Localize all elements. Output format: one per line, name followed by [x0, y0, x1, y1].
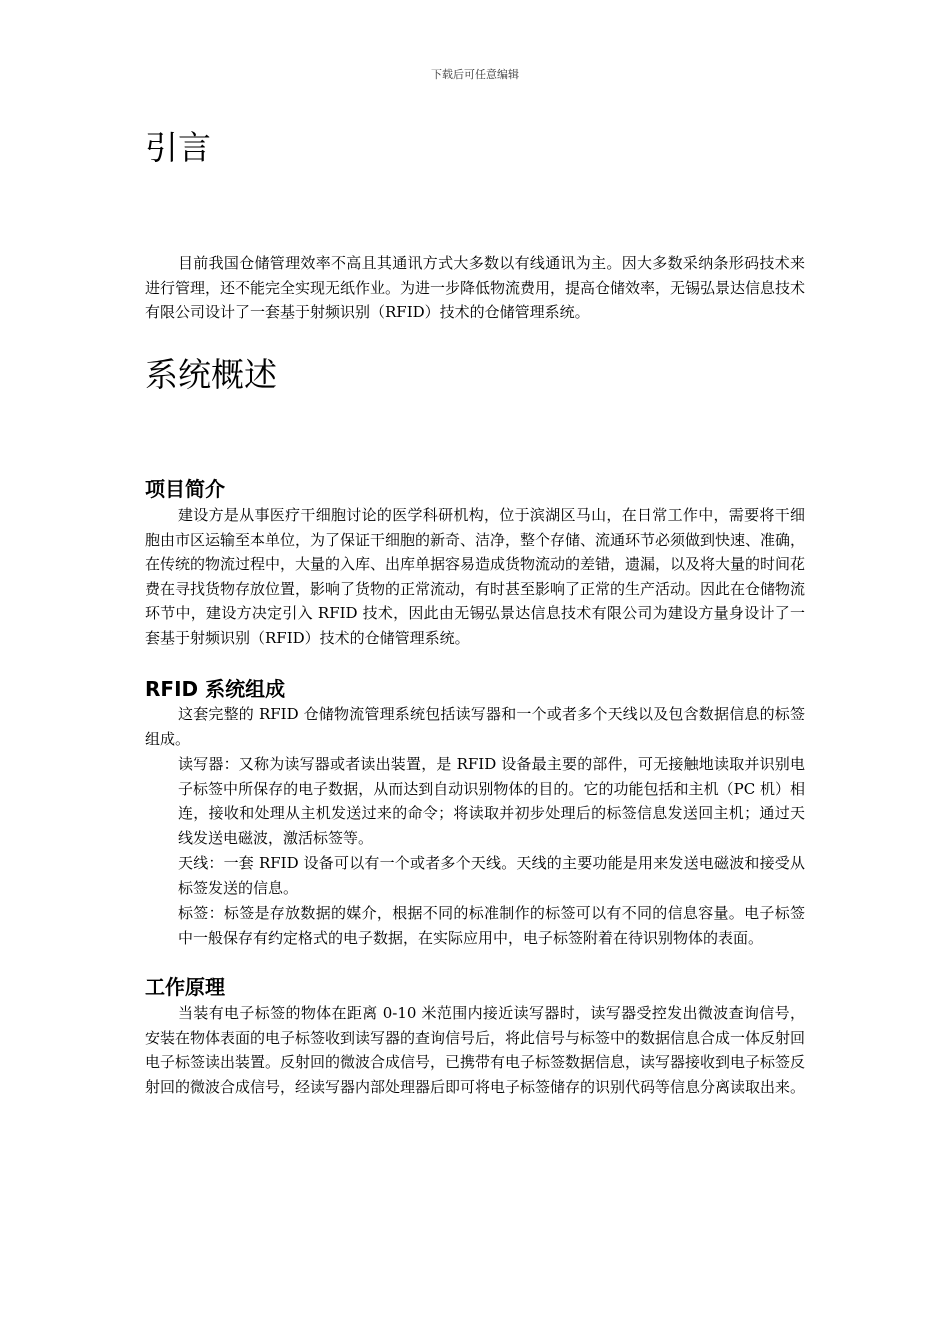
heading-intro: 引言 — [145, 128, 211, 167]
heading-overview: 系统概述 — [145, 355, 277, 394]
heading-project: 项目简介 — [145, 477, 225, 501]
page-header-note: 下载后可任意编辑 — [431, 68, 519, 81]
rfid-antenna-paragraph: 天线：一套 RFID 设备可以有一个或者多个天线。天线的主要功能是用来发送电磁波和接受从标签发送的信息。 — [178, 854, 805, 897]
heading-principle: 工作原理 — [145, 975, 225, 999]
rfid-paragraph: 这套完整的 RFID 仓储物流管理系统包括读写器和一个或者多个天线以及包含数据信息的标签组成。 — [145, 705, 805, 748]
rfid-tag-paragraph: 标签：标签是存放数据的媒介，根据不同的标准制作的标签可以有不同的信息容量。电子标签中一般保存有约定格式的电子数据，在实际应用中，电子标签附着在待识别物体的表面。 — [178, 904, 805, 947]
principle-paragraph: 当装有电子标签的物体在距离 0-10 米范围内接近读写器时，读写器受控发出微波查询信号，安装在物体表面的电子标签收到读写器的查询信号后，将此信号与标签中的数据信息合成一体反射回电子标签读出装置。反射回的微波合成信号，已携带有电子标签数据信息，读写器接收到电子标签反射回的微波合成信号，经读写器内部处理器后即可将电子标签储存的识别代码等信息分离读取出来。 — [145, 1004, 806, 1096]
intro-paragraph: 目前我国仓储管理效率不高且其通讯方式大多数以有线通讯为主。因大多数采纳条形码技术来进行管理，还不能完全实现无纸作业。为进一步降低物流费用，提高仓储效率，无锡弘景达信息技术有限公司设计了一套基于射频识别（RFID）技术的仓储管理系统。 — [145, 254, 806, 321]
heading-rfid: RFID 系统组成 — [145, 677, 286, 701]
rfid-reader-paragraph: 读写器：又称为读写器或者读出装置，是 RFID 设备最主要的部件，可无接触地读取并识别电子标签中所保存的电子数据，从而达到自动识别物体的目的。它的功能包括和主机（PC 机）相连，接收和处理从主机发送过来的命令；将读取并初步处理后的标签信息发送回主机；通过天线发送电磁波，激活标签等。 — [178, 755, 805, 847]
project-paragraph: 建设方是从事医疗干细胞讨论的医学科研机构，位于滨湖区马山，在日常工作中，需要将干细胞由市区运输至本单位，为了保证干细胞的新奇、洁净，整个存储、流通环节必须做到快速、准确，在传统的物流过程中，大量的入库、出库单据容易造成货物流动的差错，遗漏，以及将大量的时间花费在寻找货物存放位置，影响了货物的正常流动，有时甚至影响了正常的生产活动。因此在仓储物流环节中，建设方决定引入 RFID 技术，因此由无锡弘景达信息技术有限公司为建设方量身设计了一套基于射频识别（RFID）技术的仓储管理系统。 — [145, 506, 806, 647]
